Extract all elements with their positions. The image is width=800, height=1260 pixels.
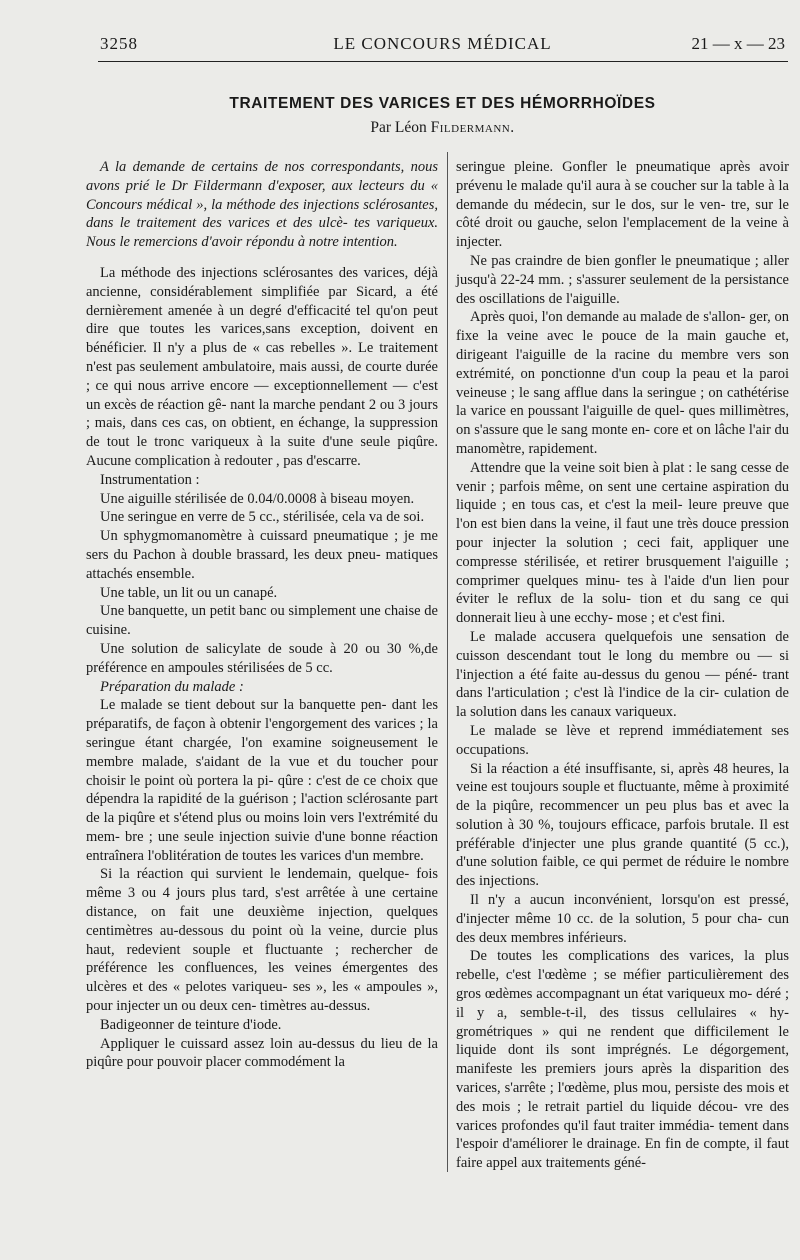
right-column [456,158,789,1173]
journal-title: LE CONCOURS MÉDICAL [333,34,552,53]
list-item: Une table, un lit ou un canapé. [100,584,278,601]
paragraph: Il n'y a aucun inconvénient, lorsqu'on est pressé, d'injecter même 10 cc. de la solution, 5 pour cha- cun des deux membres inférieurs. [456,892,789,946]
paragraph: Appliquer le cuissard assez loin au-dessus du lieu de la piqûre pour pouvoir placer commodément la [86,1035,438,1071]
column-divider [447,152,448,1172]
list-item: Un sphygmomanomètre à cuissard pneumatique ; je me sers du Pachon à double brassard, les deux pneu- matiques attachés ensemble. [86,528,438,582]
editor-note: A la demande de certains de nos correspondants, nous avons prié le Dr Fildermann d'exposer, aux lecteurs du « Concours médical », la méthode des injections sclérosantes, dans le traitement des varices et des ulcè- tes variqueux. Nous le remercions d'avoir répondu à notre intention. [86,159,438,251]
paragraph: Après quoi, l'on demande au malade de s'allon- ger, on fixe la veine avec le pouce de la main gauche et, dirigeant l'aiguille de la racine du membre vers son extrémité, on ponctionne d'un coup la peau et la paroi veineuse ; le sang afflue dans la seringue ; on cathétérise la varice en poussant l'aiguille de quel- ques millimètres, on s'assure que le sang monte en- core et on lâche l'air du manomètre, rapidement. [456,309,789,457]
section-label: Préparation du malade : [100,678,244,695]
header-rule [98,61,788,62]
list-item: Une aiguille stérilisée de 0.04/0.0008 à biseau moyen. [100,490,415,507]
paragraph: De toutes les complications des varices, la plus rebelle, c'est l'œdème ; se méfier particulièrement des gros œdèmes accompagnant un état variqueux mo- déré ; il y a, semble-t-il, des tissus cellulaires « hy- grométriques » qui ne rendent que difficilement le liquide dont ils sont imprégnés. Le dégorgement, manifeste les premiers jours après la disparition des varices, s'arrête ; l'œdème, plus mou, persiste des mois et des mois ; le retrait partiel du liquide décou- vre des varices profondes qu'il faut traiter immédia- tement dans l'espoir d'améliorer le drainage. En fin de compte, il faut faire appel aux traitements géné- [456,948,789,1172]
paragraph: Le malade se lève et reprend immédiatement ses occupations. [456,722,789,758]
paragraph: La méthode des injections sclérosantes des varices, déjà ancienne, considérablement simplifiée par Sicard, a été dernièrement amenée à un degré d'efficacité tel qu'on peut dire que toutes les varices,sans exception, doivent en bénéficier. Il n'y a plus de « cas rebelles ». Le traitement n'est pas seulement ambulatoire, mais aussi, de courte durée ; ce qui nous arrive encore — exceptionnellement — c'est un excès de réaction gê- nant la marche pendant 2 ou 3 jours ; mais, dans ces cas, on obtient, en échange, la suppression de tout le tronc variqueux à la suite d'une seule piqûre. Aucune complication à redouter , pas d'escarre. [86,264,438,469]
paragraph: Si la réaction qui survient le lendemain, quelque- fois même 3 ou 4 jours plus tard, s'est arrêtée à une certaine distance, on fait une deuxième injection, quelques centimètres au-dessous du point où la veine, durcie plus haut, redevient souple et fluctuante ; rechercher de préférence les confluences, les veines émergentes des ulcères et des « pelotes variqueu- ses », les « ampoules », pour injecter un ou deux cen- timètres au-dessus. [86,866,438,1015]
left-column [86,158,438,1072]
paragraph: Attendre que la veine soit bien à plat : le sang cesse de venir ; parfois même, on sent une certaine aspiration du liquide ; en tous cas, et c'est la meil- leure preuve que l'on est bien dans la veine, il faut une très douce pression pour injecter la solution ; ceci fait, appliquer une compresse stérilisée, et retirer brusquement l'aiguille ; comprimer quelques minu- tes à l'aide d'un lien pour éviter le reflux de la solu- tion et du sang ce qui donnerait lieu à une ecchy- mose ; et c'est fini. [456,459,789,627]
author-name: Fildermann. [430,119,515,136]
paragraph: Le malade se tient debout sur la banquette pen- dant les préparatifs, de façon à obtenir l'engorgement des varices ; la seringue étant chargée, l'on examine soigneusement le membre malade, s'aidant de la vue et du toucher pour choisir le point où portera la pi- qûre : c'est de ce choix que dépendra la rapidité de la guérison ; l'action sclérosante part de la piqûre et s'étend plus ou moins loin vers l'extrémité du mem- bre ; une seule injection suivie d'une bonne réaction entraînera l'oblitération de toutes les varices d'un membre. [86,697,438,864]
paragraph: Badigeonner de teinture d'iode. [100,1016,282,1033]
paragraph: Si la réaction a été insuffisante, si, après 48 heures, la veine est toujours souple et fluctuante, même à proximité de la piqûre, recommencer un peu plus bas et avec la solution à 30 %, toujours efficace, parfois brutale. Il est préférable d'injecter une plus grande quantité (5 cc.), d'une solution faible, ce qui permet de réduire le nombre des injections. [456,760,789,890]
paragraph: Ne pas craindre de bien gonfler le pneumatique ; aller jusqu'à 22-24 mm. ; s'assurer seulement de la persistance des oscillations de l'aiguille. [456,252,789,307]
page-number: 3258 [100,34,138,53]
paragraph: Le malade accusera quelquefois une sensation de cuisson descendant tout le long du membre ou — si l'injection a été faite au-dessus du genou — péné- trant dans l'articulation ; c'est là l'indice de la cir- culation de la solution dans les canaux variqueux. [456,628,789,721]
section-label: Instrumentation : [100,471,200,488]
byline-prefix: Par Léon [370,119,427,136]
article-title: TRAITEMENT DES VARICES ET DES HÉMORRHOÏDES [229,95,656,112]
list-item: Une banquette, un petit banc ou simplement une chaise de cuisine. [86,603,438,639]
byline [100,119,785,137]
running-header [100,34,785,56]
paragraph: seringue pleine. Gonfler le pneumatique après avoir prévenu le malade qu'il aura à se coucher sur la table à la demande du médecin, sur le dos, sur le ven- tre, sur le côté droit ou gauche, selon l'emplacement de la veine à injecter. [456,159,789,251]
issue-date: 21 — x — 23 [691,34,785,53]
list-item: Une seringue en verre de 5 cc., stérilisée, cela va de soi. [100,509,425,526]
list-item: Une solution de salicylate de soude à 20 ou 30 %,de préférence en ampoules stérilisées de 5 cc. [86,640,438,676]
